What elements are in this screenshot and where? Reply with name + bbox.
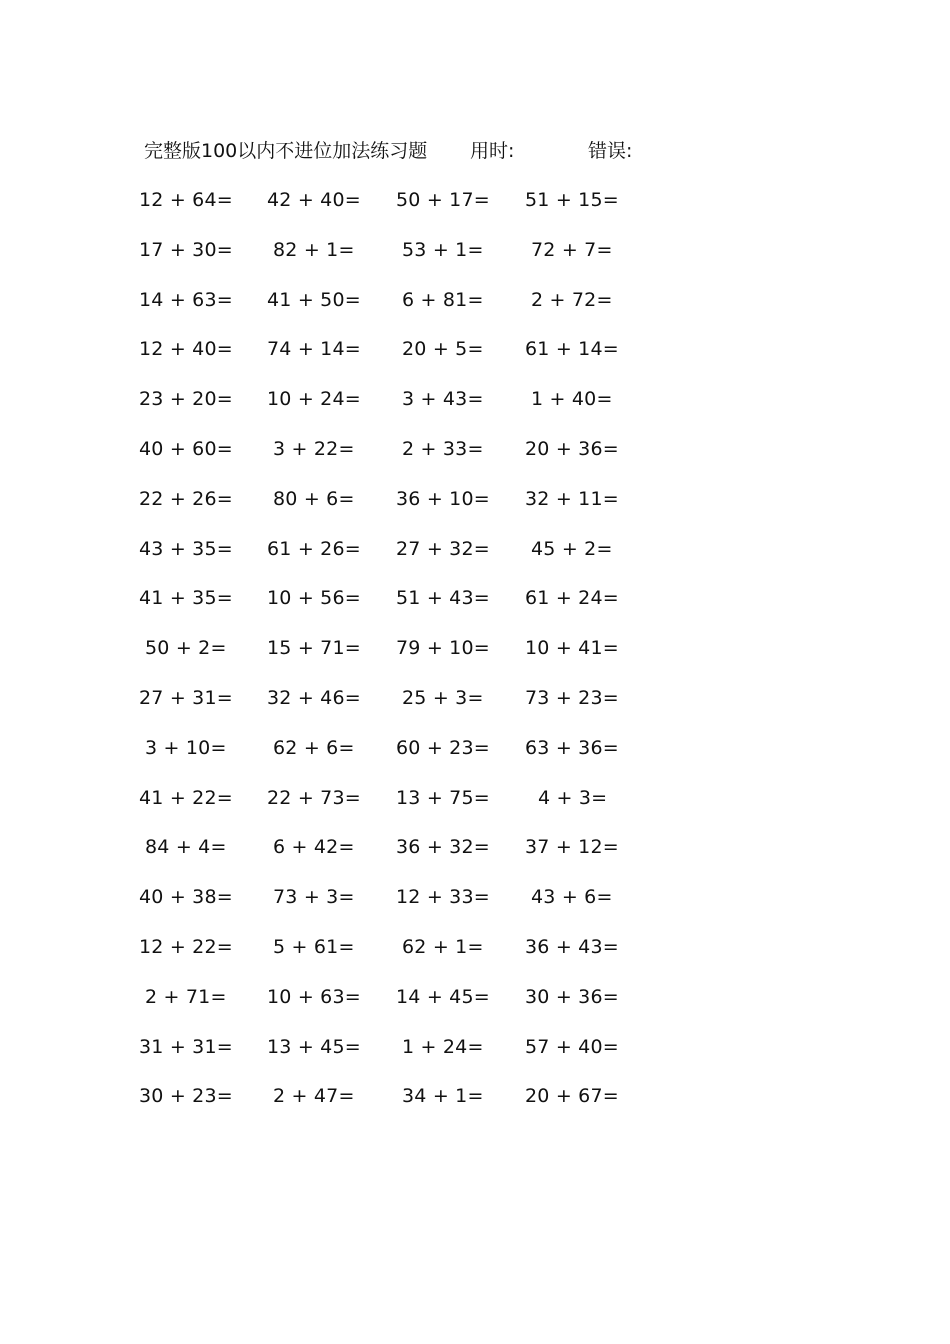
addition-problem: 30 + 36= <box>525 986 619 1008</box>
addition-problem: 2 + 72= <box>531 289 613 311</box>
addition-problem: 84 + 4= <box>145 836 227 858</box>
addition-problem: 23 + 20= <box>139 388 233 410</box>
addition-problem: 3 + 43= <box>402 388 484 410</box>
addition-problem: 41 + 50= <box>267 289 361 311</box>
addition-problem: 10 + 56= <box>267 587 361 609</box>
addition-problem: 27 + 32= <box>396 538 490 560</box>
addition-problem: 41 + 35= <box>139 587 233 609</box>
addition-problem: 14 + 45= <box>396 986 490 1008</box>
addition-problem: 41 + 22= <box>139 787 233 809</box>
addition-problem: 32 + 11= <box>525 488 619 510</box>
addition-problem: 73 + 23= <box>525 687 619 709</box>
addition-problem: 14 + 63= <box>139 289 233 311</box>
addition-problem: 27 + 31= <box>139 687 233 709</box>
addition-problem: 63 + 36= <box>525 737 619 759</box>
addition-problem: 43 + 35= <box>139 538 233 560</box>
addition-problem: 51 + 43= <box>396 587 490 609</box>
addition-problem: 15 + 71= <box>267 637 361 659</box>
addition-problem: 10 + 24= <box>267 388 361 410</box>
addition-problem: 30 + 23= <box>139 1085 233 1107</box>
addition-problem: 6 + 81= <box>402 289 484 311</box>
addition-problem: 12 + 40= <box>139 338 233 360</box>
addition-problem: 20 + 67= <box>525 1085 619 1107</box>
addition-problem: 17 + 30= <box>139 239 233 261</box>
addition-problem: 12 + 22= <box>139 936 233 958</box>
addition-problem: 37 + 12= <box>525 836 619 858</box>
addition-problem: 40 + 60= <box>139 438 233 460</box>
addition-problem: 34 + 1= <box>402 1085 484 1107</box>
addition-problem: 2 + 71= <box>145 986 227 1008</box>
error-label: 错误: <box>588 140 633 162</box>
addition-problem: 2 + 33= <box>402 438 484 460</box>
addition-problem: 74 + 14= <box>267 338 361 360</box>
addition-problem: 2 + 47= <box>273 1085 355 1107</box>
addition-problem: 80 + 6= <box>273 488 355 510</box>
addition-problem: 61 + 14= <box>525 338 619 360</box>
addition-problem: 25 + 3= <box>402 687 484 709</box>
addition-problem: 61 + 24= <box>525 587 619 609</box>
addition-problem: 62 + 1= <box>402 936 484 958</box>
addition-problem: 42 + 40= <box>267 189 361 211</box>
addition-problem: 36 + 43= <box>525 936 619 958</box>
addition-problem: 72 + 7= <box>531 239 613 261</box>
addition-problem: 36 + 10= <box>396 488 490 510</box>
addition-problem: 82 + 1= <box>273 239 355 261</box>
time-label: 用时: <box>470 140 515 162</box>
addition-problem: 1 + 40= <box>531 388 613 410</box>
addition-problem: 13 + 45= <box>267 1036 361 1058</box>
addition-problem: 62 + 6= <box>273 737 355 759</box>
addition-problem: 79 + 10= <box>396 637 490 659</box>
addition-problem: 20 + 36= <box>525 438 619 460</box>
addition-problem: 1 + 24= <box>402 1036 484 1058</box>
addition-problem: 32 + 46= <box>267 687 361 709</box>
addition-problem: 3 + 22= <box>273 438 355 460</box>
addition-problem: 12 + 33= <box>396 886 490 908</box>
addition-problem: 53 + 1= <box>402 239 484 261</box>
addition-problem: 12 + 64= <box>139 189 233 211</box>
addition-problem: 6 + 42= <box>273 836 355 858</box>
addition-problem: 40 + 38= <box>139 886 233 908</box>
addition-problem: 73 + 3= <box>273 886 355 908</box>
addition-problem: 3 + 10= <box>145 737 227 759</box>
addition-problem: 22 + 26= <box>139 488 233 510</box>
addition-problem: 4 + 3= <box>538 787 608 809</box>
addition-problem: 57 + 40= <box>525 1036 619 1058</box>
addition-problem: 5 + 61= <box>273 936 355 958</box>
addition-problem: 60 + 23= <box>396 737 490 759</box>
addition-problem: 61 + 26= <box>267 538 361 560</box>
addition-problem: 36 + 32= <box>396 836 490 858</box>
addition-problem: 50 + 17= <box>396 189 490 211</box>
addition-problem: 51 + 15= <box>525 189 619 211</box>
worksheet-title: 完整版100以内不进位加法练习题 <box>144 140 428 162</box>
addition-problem: 31 + 31= <box>139 1036 233 1058</box>
addition-problem: 22 + 73= <box>267 787 361 809</box>
addition-problem: 50 + 2= <box>145 637 227 659</box>
addition-problem: 20 + 5= <box>402 338 484 360</box>
addition-problem: 10 + 63= <box>267 986 361 1008</box>
addition-problem: 45 + 2= <box>531 538 613 560</box>
addition-problem: 43 + 6= <box>531 886 613 908</box>
addition-problem: 10 + 41= <box>525 637 619 659</box>
addition-problem: 13 + 75= <box>396 787 490 809</box>
